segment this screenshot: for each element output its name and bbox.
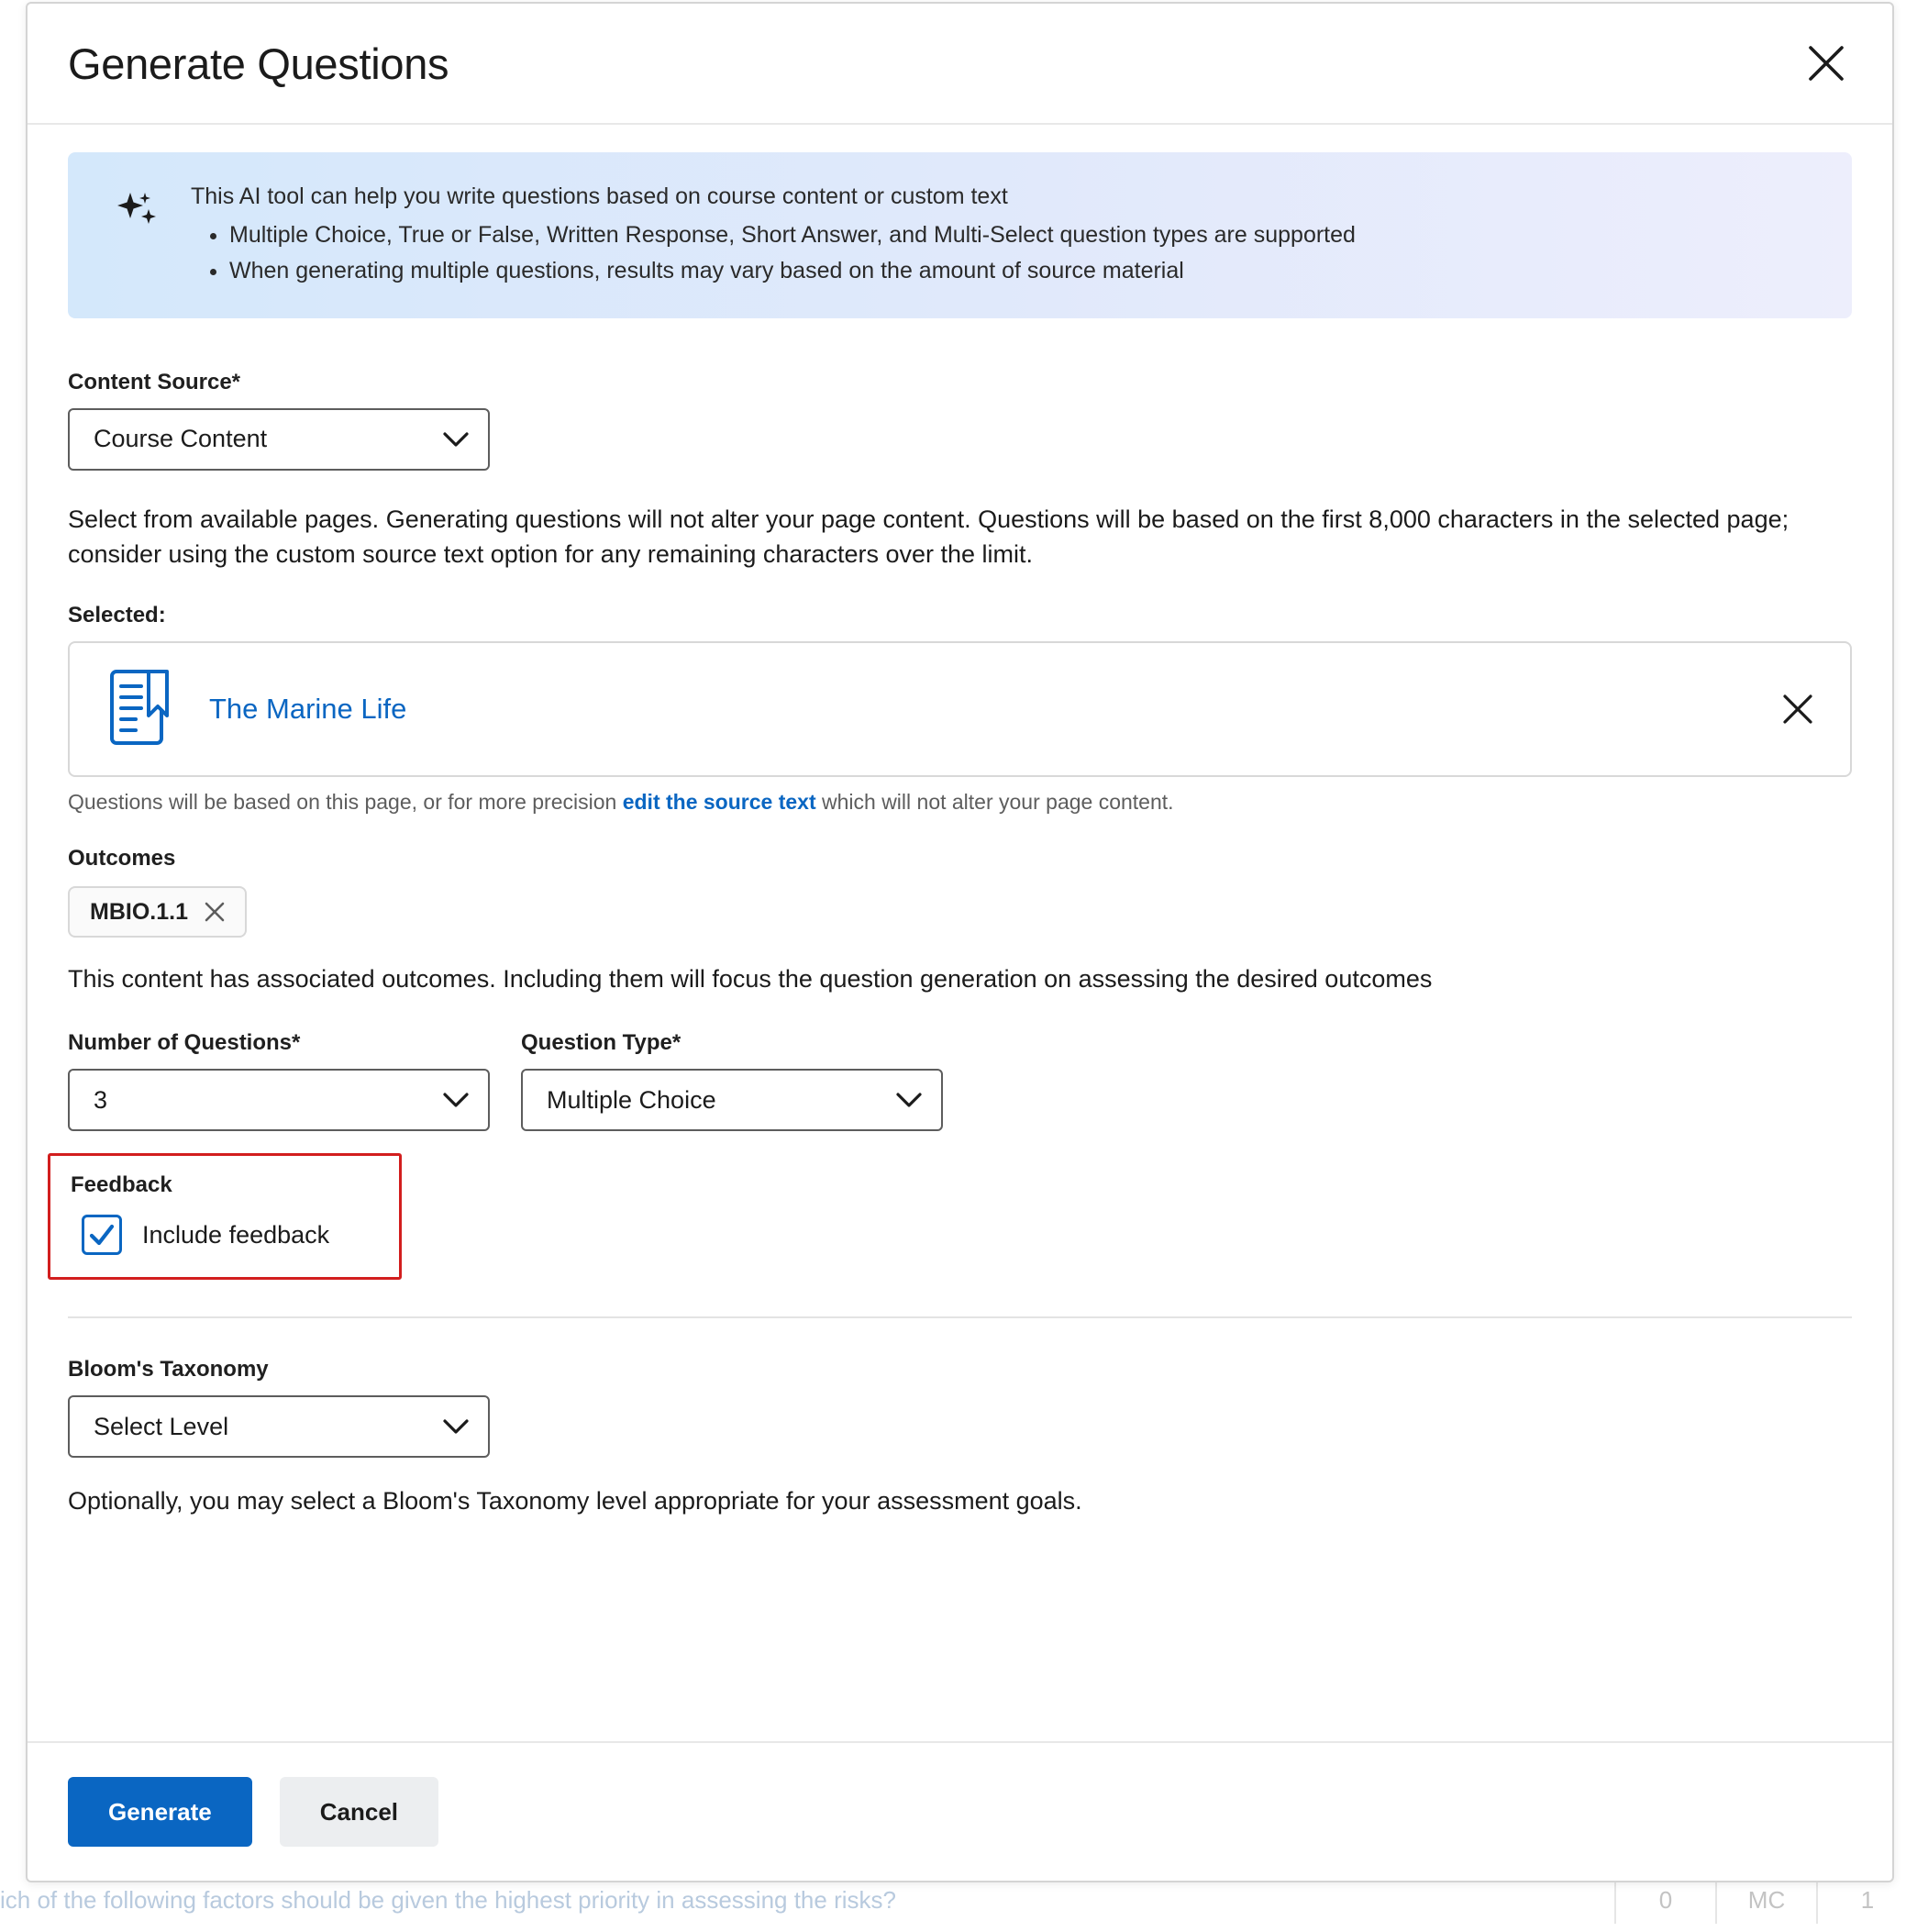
chevron-down-icon [895,1091,941,1109]
selected-page-card [68,641,1852,777]
selected-page-name[interactable]: The Marine Life [209,693,407,726]
selected-label: Selected: [68,603,166,628]
banner-lead: This AI tool can help you write questions based on course content or custom text [191,183,1008,209]
banner-bullet: • Multiple Choice, True or False, Written Response, Short Answer, and Multi-Select question types are supported [229,222,1356,250]
feedback-highlight-box [48,1153,402,1280]
chevron-down-icon [442,1417,488,1436]
hint-after: which will not alter your page content. [815,790,1174,815]
remove-selected-page-icon[interactable] [1777,688,1819,730]
background-question-text: ich of the following factors should be given the highest priority in assessing the risks? [0,1885,896,1914]
page-title: Generate Questions [68,39,449,88]
blooms-taxonomy-value: Select Level [94,1412,229,1440]
blooms-taxonomy-select[interactable] [68,1395,490,1458]
content-source-label: Content Source* [68,369,241,394]
edit-source-text-link[interactable]: edit the source text [622,790,816,815]
chevron-down-icon [442,430,488,449]
content-source-description: Select from available pages. Generating questions will not alter your page content. Questions will be based on the first 8,000 characters in the selected page; consider using the custom source text option for any remaining characters over the limit. [68,505,1790,568]
remove-outcome-icon[interactable] [201,898,228,926]
question-type-value: Multiple Choice [547,1085,716,1114]
chevron-down-icon [442,1091,488,1109]
content-source-select[interactable] [68,408,490,471]
number-of-questions-label: Number of Questions* [68,1030,301,1056]
content-source-value: Course Content [94,425,268,452]
include-feedback-checkbox-row[interactable] [82,1215,375,1255]
banner-bullet: • When generating multiple questions, results may vary based on the amount of source material [229,258,1356,285]
page-document-icon [108,668,172,751]
blooms-taxonomy-label: Bloom's Taxonomy [68,1357,269,1382]
outcome-chip [68,886,247,938]
question-type-label: Question Type* [521,1030,681,1056]
question-type-field [521,1030,943,1131]
background-cells [1614,1877,1917,1924]
banner-text [191,183,1356,285]
background-cell-points: 0 [1614,1877,1715,1924]
feedback-label: Feedback [71,1172,172,1198]
dialog-header [28,4,1892,125]
outcome-chip-label: MBIO.1.1 [90,898,188,925]
question-settings-row [68,1030,1852,1131]
number-of-questions-field [68,1030,490,1131]
generate-button[interactable]: Generate [68,1777,252,1847]
close-icon[interactable] [1801,38,1852,89]
generate-questions-dialog [26,2,1894,1882]
number-of-questions-select[interactable] [68,1069,490,1131]
sparkle-icon [114,189,165,241]
dialog-footer [28,1741,1892,1881]
background-cell-type: MC [1715,1877,1816,1924]
background-cell-count: 1 [1816,1877,1917,1924]
hint-before: Questions will be based on this page, or for more precision [68,790,623,815]
blooms-taxonomy-description: Optionally, you may select a Bloom's Taxonomy level appropriate for your assessment goals. [68,1487,1082,1516]
number-of-questions-value: 3 [94,1085,108,1114]
ai-info-banner [68,152,1852,318]
include-feedback-label: Include feedback [142,1220,330,1249]
dialog-body [28,125,1892,1741]
source-text-hint [68,790,1852,815]
question-type-select[interactable] [521,1069,943,1131]
cancel-button[interactable]: Cancel [280,1777,438,1847]
banner-bullet-list [191,222,1356,285]
section-divider [68,1316,1852,1318]
outcomes-description: This content has associated outcomes. Including them will focus the question generation on assessing the desired outcomes [68,965,1433,994]
outcomes-label: Outcomes [68,846,176,872]
include-feedback-checkbox[interactable] [82,1215,122,1255]
